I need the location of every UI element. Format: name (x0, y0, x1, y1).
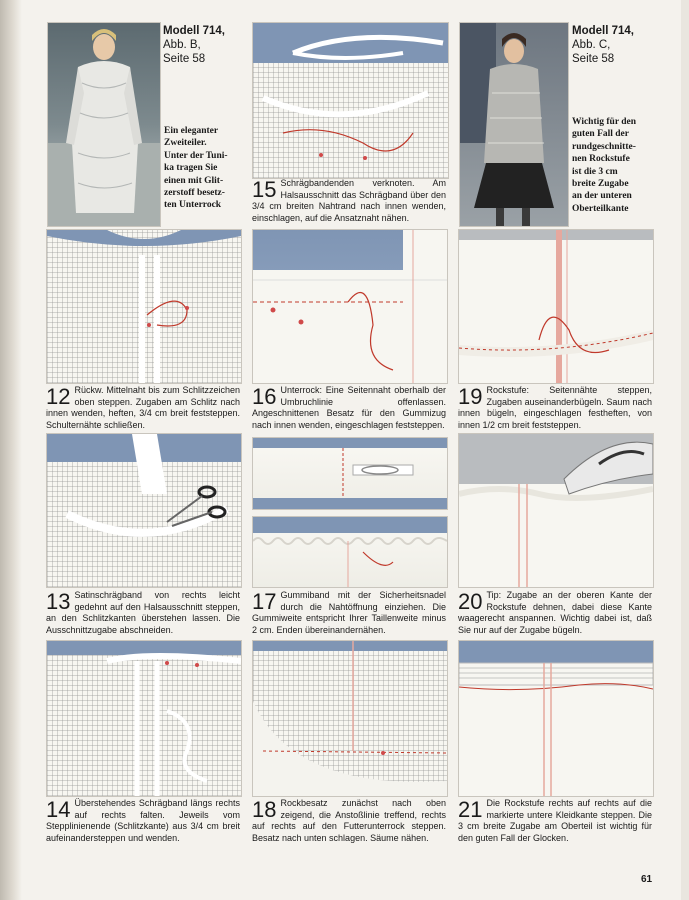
step-text-16: Unterrock: Eine Seitennaht oberhalb der Umbruchlinie offenlassen. Angeschnittenen Besatz für den Gummizug nach innen wenden, eingeschlagen feststeppen. (252, 385, 446, 430)
photo-step-18 (252, 640, 448, 797)
model-b-label (163, 24, 225, 66)
model-c-line2: Abb. C, (572, 39, 611, 51)
model-c-line3: Seite 58 (572, 53, 615, 65)
step-text-19: Rockstufe: Seitennähte steppen, Zugaben auseinanderbügeln. Saum nach innen bügeln, eingeschlagen festheften, von innen 1/2 cm breit feststeppen. (458, 385, 652, 430)
step-number-21: 21 (458, 797, 483, 822)
photo-step-17 (252, 516, 448, 588)
step-number-20: 20 (458, 589, 483, 614)
page-number: 61 (641, 874, 653, 885)
step-text-20: Tip: Zugabe an der oberen Kante der Rockstufe dehnen, dabei diese Kante waagerecht anspannen. Wichtig dabei ist, daß Sie nur auf der Zugabe bügeln. (458, 590, 652, 635)
photo-step-14 (46, 640, 242, 797)
caption-step-21 (458, 798, 652, 844)
caption-step-12 (46, 385, 240, 431)
caption-step-16 (252, 385, 446, 431)
caption-step-15 (252, 178, 446, 224)
note-model-b: Ein eleganter Zweiteiler. Unter der Tuni- ka tragen Sie einen mit Glit- zerstoff besetz- ten Unterrock (164, 126, 228, 211)
photo-step-16b (252, 437, 448, 510)
photo-step-16 (252, 229, 448, 384)
step-text-13: Satinschrägband von rechts leicht gedehnt auf den Halsausschnitt steppen, an den Schlitzkanten überstehen lassen. Die Ausschnittzugabe abschneiden. (46, 590, 240, 635)
step-number-13: 13 (46, 589, 71, 614)
caption-step-18 (252, 798, 446, 844)
caption-step-17 (252, 590, 446, 636)
step-text-18: Rockbesatz zunächst nach oben zeigend, die Anstoßlinie treffend, rechts auf rechts auf den Futterunterrock steppen. Besatz nach unten schlagen. Säume nähen. (252, 798, 446, 843)
step-number-12: 12 (46, 384, 71, 409)
photo-step-21 (458, 640, 654, 797)
step-number-18: 18 (252, 797, 277, 822)
note-model-c: Wichtig für den guten Fall der rundgeschnitte- nen Rockstufe ist die 3 cm breite Zugabe an der unteren Oberteilkante (572, 117, 637, 214)
step-number-16: 16 (252, 384, 277, 409)
photo-step-19 (458, 229, 654, 384)
photo-step-15 (252, 22, 449, 179)
book-binding-shadow (0, 0, 22, 900)
step-number-14: 14 (46, 797, 71, 822)
caption-step-20 (458, 590, 652, 636)
photo-step-20 (458, 433, 654, 588)
model-c-line1: Modell 714, (572, 25, 634, 37)
step-text-21: Die Rockstufe rechts auf rechts auf die markierte untere Kleidkante steppen. Die 3 cm breite Zugabe am Oberteil ist wichtig für den guten Fall der Glocken. (458, 798, 652, 843)
model-b-line2: Abb. B, (163, 39, 201, 51)
step-text-14: Überstehendes Schrägband längs rechts auf rechts falten. Jeweils vom Stepplinienende (Schlitzkante) aus 3/4 cm breit aufeinandersteppen und wenden. (46, 798, 240, 843)
photo-step-12 (46, 229, 242, 384)
step-text-17: Gummiband mit der Sicherheitsnadel durch die Nahtöffnung einziehen. Die Gummiweite entspricht Ihrer Taillenweite minus 2 cm. Enden übereinandernähen. (252, 590, 446, 635)
page-edge (681, 0, 689, 900)
step-text-12: Rückw. Mittelnaht bis zum Schlitzzeichen oben steppen. Zugaben am Schlitz nach innen wenden, heften, 3/4 cm breit feststeppen. Schulternähte schließen. (46, 385, 240, 430)
step-number-17: 17 (252, 589, 277, 614)
fashion-photo-model-b (47, 22, 161, 227)
photo-step-13 (46, 433, 242, 588)
caption-step-13 (46, 590, 240, 636)
step-text-15: Schrägbandenden verknoten. Am Halsausschnitt das Schrägband über den 3/4 cm breiten Nahtrand nach innen wenden, einschlagen, auf die Ansatznaht nähen. (252, 178, 446, 223)
step-number-15: 15 (252, 177, 277, 202)
step-number-19: 19 (458, 384, 483, 409)
fashion-photo-model-c (459, 22, 569, 227)
model-b-line1: Modell 714, (163, 25, 225, 37)
caption-step-19 (458, 385, 652, 431)
model-b-line3: Seite 58 (163, 53, 206, 65)
model-c-label (572, 24, 634, 66)
caption-step-14 (46, 798, 240, 844)
